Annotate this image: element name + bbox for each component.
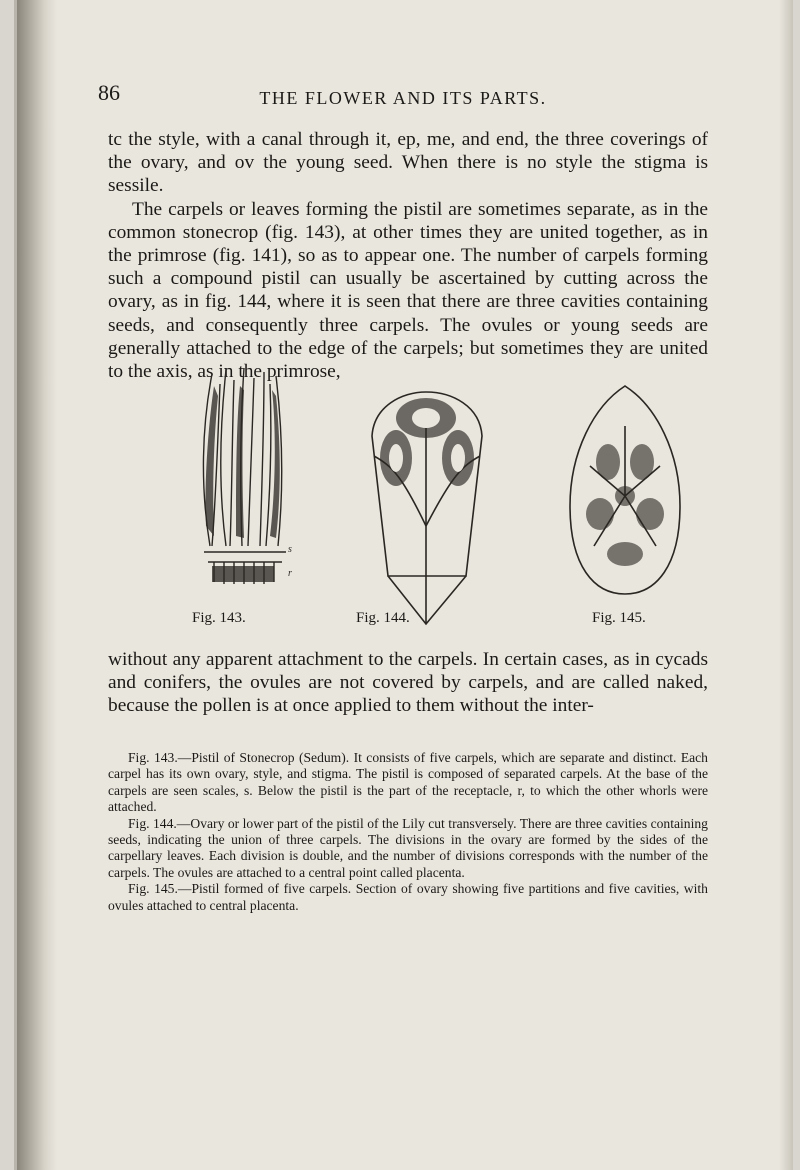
caption-143-text: —Pistil of Stonecrop (Sedum). It consists of five carpels, which are separate and distinct. Each carpel has its own ovary, style, and stigma. The pistil is composed of separated carpels. At the base of the carpels are seen scales, s. Below the pistil is the part of the receptacle, r, to which the other whorls were attached.	[108, 750, 708, 815]
figure-145	[560, 366, 690, 626]
text-block-middle	[108, 648, 708, 718]
caption-145-lead: Fig. 145.	[128, 881, 178, 897]
figure-143	[190, 366, 300, 626]
label-r: r	[288, 568, 292, 579]
page-number: 86	[98, 80, 120, 105]
caption-143	[108, 750, 708, 816]
text-block-top	[108, 128, 708, 383]
spine-shadow	[17, 0, 57, 1170]
caption-144-text: —Ovary or lower part of the pistil of the Lily cut transversely. There are three cavities containing seeds, indicating the union of three carpels. The divisions in the ovary are formed by the sides of the carpellary leaves. Each division is double, and the number of divisions corresponds with the number of the carpels. The ovules are attached to a central point called placenta.	[108, 815, 708, 880]
figure-144-label: Fig. 144.	[356, 610, 410, 626]
figure-144	[356, 366, 492, 626]
figure-captions	[108, 750, 708, 914]
paragraph-2: The carpels or leaves forming the pistil are sometimes separate, as in the common stonecrop (fig. 143), at other times they are united together, as in the primrose (fig. 141), so as to appear one. The number of carpels forming such a compound pistil can usually be ascertained by cutting across the ovary, as in fig. 144, where it is seen that there are three cavities containing seeds, and consequently three carpels. The ovules or young seeds are generally attached to the edge of the carpels; but sometimes they are united to the axis, as in the primrose,	[108, 198, 708, 383]
paragraph-3: without any apparent attachment to the carpels. In certain cases, as in cycads and conifers, the ovules are not covered by carpels, and are called naked, because the pollen is at once applied to them without the inter-	[108, 649, 708, 717]
label-s: s	[288, 544, 292, 555]
caption-144	[108, 816, 708, 882]
five-carpel-section-illustration	[560, 366, 690, 626]
figure-row	[190, 366, 710, 636]
running-head: THE FLOWER AND ITS PARTS.	[259, 88, 547, 108]
stonecrop-pistil-illustration	[190, 366, 300, 626]
figure-145-label: Fig. 145.	[592, 610, 646, 626]
paragraph-1: tc the style, with a canal through it, ep, me, and end, the three coverings of the ovary, and ov the young seed. When there is no style the stigma is sessile.	[108, 129, 708, 197]
figure-143-label: Fig. 143.	[192, 610, 246, 626]
caption-145-text: —Pistil formed of five carpels. Section of ovary showing five partitions and five cavities, with ovules attached to central placenta.	[108, 881, 708, 913]
page-edge	[779, 0, 793, 1170]
caption-145	[108, 881, 708, 914]
lily-ovary-section-illustration	[362, 366, 492, 626]
caption-143-lead: Fig. 143.	[128, 750, 178, 765]
caption-144-lead: Fig. 144.	[128, 815, 177, 831]
